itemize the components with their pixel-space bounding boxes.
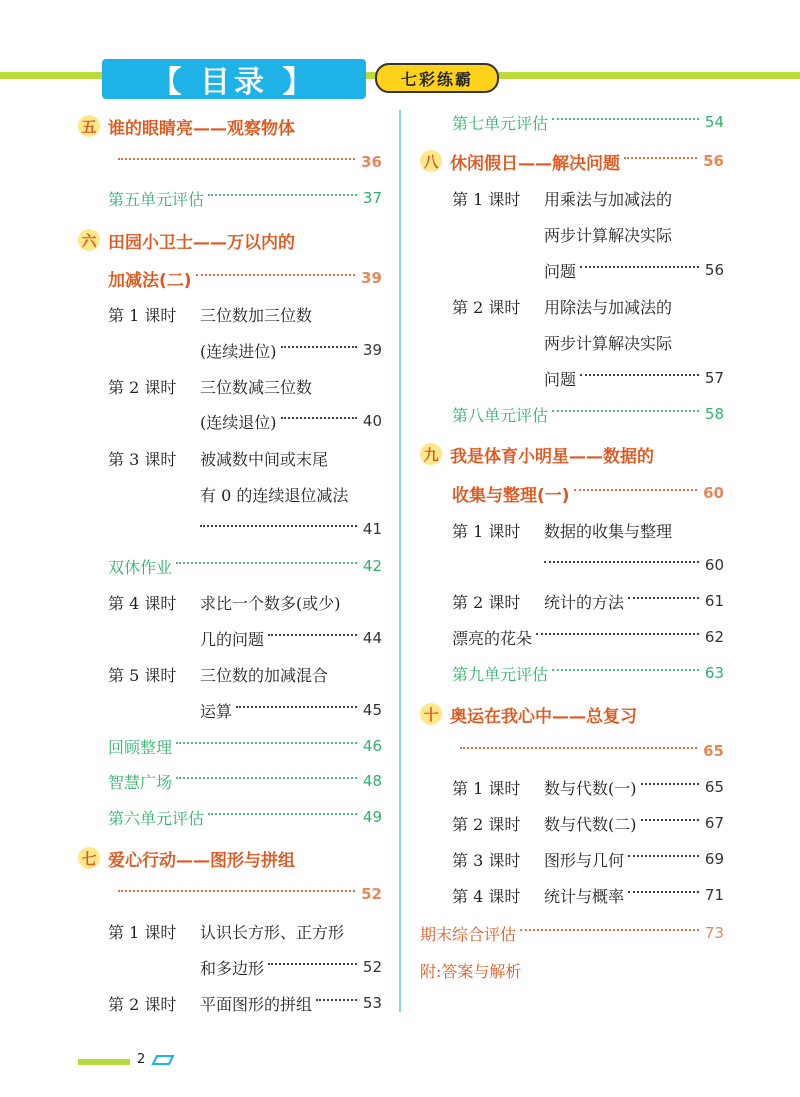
unit9-heading[interactable]: 九 我是体育小明星——数据的: [420, 440, 724, 468]
lesson10-4[interactable]: 第 4 课时 统计与概率 71: [452, 886, 724, 906]
lesson8-1-line2: 两步计算解决实际: [544, 225, 673, 245]
lesson8-2[interactable]: 第 2 课时 用除法与加减法的: [452, 297, 673, 317]
unit7-eval[interactable]: 第七单元评估 54: [452, 113, 724, 133]
lesson8-2-line3[interactable]: 问题 57: [544, 369, 724, 389]
page-number: 2: [137, 1052, 146, 1067]
lesson10-1[interactable]: 第 1 课时 数与代数(一) 65: [452, 778, 724, 798]
answers-appendix[interactable]: 附:答案与解析: [420, 961, 522, 981]
unit7-page-line[interactable]: 52: [118, 880, 382, 908]
lesson6-4[interactable]: 第 4 课时 求比一个数多(或少): [108, 593, 341, 613]
lesson6-1[interactable]: 第 1 课时 三位数加三位数: [108, 305, 313, 325]
lesson8-1-line3[interactable]: 问题 56: [544, 261, 724, 281]
lesson6-5-line2[interactable]: 运算 45: [200, 701, 382, 721]
lesson7-2[interactable]: 第 2 课时 平面图形的拼组 53: [108, 994, 382, 1014]
unit9-heading-line2[interactable]: 收集与整理(一) 60: [452, 484, 724, 506]
unit5-eval[interactable]: 第五单元评估 37: [108, 189, 382, 209]
lesson10-2[interactable]: 第 2 课时 数与代数(二) 67: [452, 814, 724, 834]
lesson6-3[interactable]: 第 3 课时 被减数中间或末尾: [108, 449, 329, 469]
lesson9-1[interactable]: 第 1 课时 数据的收集与整理: [452, 521, 673, 541]
lesson6-3-page[interactable]: 41: [200, 515, 382, 543]
lesson8-1[interactable]: 第 1 课时 用乘法与加减法的: [452, 189, 673, 209]
review[interactable]: 回顾整理 46: [108, 737, 382, 757]
column-divider: [399, 110, 401, 1012]
unit-badge: 七: [78, 847, 100, 869]
unit-badge: 九: [420, 443, 442, 465]
unit5-heading[interactable]: 五 谁的眼睛亮——观察物体: [78, 112, 378, 140]
unit7-heading[interactable]: 七 爱心行动——图形与拼组: [78, 844, 378, 872]
pretty-flowers[interactable]: 漂亮的花朵 62: [452, 628, 724, 648]
toc-title: 【 目录 】: [102, 59, 366, 99]
lesson6-1-line2[interactable]: (连续进位) 39: [200, 341, 382, 361]
footer-bar: [78, 1059, 130, 1065]
unit-badge: 五: [78, 115, 100, 137]
unit8-heading[interactable]: 八 休闲假日——解决问题 56: [420, 147, 724, 175]
weekend-homework[interactable]: 双休作业 42: [108, 557, 382, 577]
unit10-heading[interactable]: 十 奥运在我心中——总复习: [420, 700, 724, 728]
page-tab-icon: [150, 1054, 176, 1066]
lesson6-5[interactable]: 第 5 课时 三位数的加减混合: [108, 665, 329, 685]
lesson6-2-line2[interactable]: (连续退位) 40: [200, 412, 382, 432]
lesson9-1-page[interactable]: 60: [544, 551, 724, 579]
lesson8-2-line2: 两步计算解决实际: [544, 333, 673, 353]
unit8-eval[interactable]: 第八单元评估 58: [452, 405, 724, 425]
final-assessment[interactable]: 期末综合评估 73: [420, 924, 724, 944]
wisdom-square[interactable]: 智慧广场 48: [108, 772, 382, 792]
unit-badge: 八: [420, 150, 442, 172]
unit6-heading-line2[interactable]: 加减法(二) 39: [108, 269, 382, 291]
lesson6-3-line2: 有 0 的连续退位减法: [200, 485, 349, 505]
unit6-heading[interactable]: 六 田园小卫士——万以内的: [78, 226, 378, 254]
unit6-eval[interactable]: 第六单元评估 49: [108, 808, 382, 828]
unit9-eval[interactable]: 第九单元评估 63: [452, 664, 724, 684]
unit5-page-line[interactable]: 36: [118, 148, 382, 176]
lesson7-1[interactable]: 第 1 课时 认识长方形、正方形: [108, 922, 345, 942]
lesson9-2[interactable]: 第 2 课时 统计的方法 61: [452, 592, 724, 612]
lesson10-3[interactable]: 第 3 课时 图形与几何 69: [452, 850, 724, 870]
brand-badge: 七彩练霸: [375, 63, 499, 93]
unit10-page-line[interactable]: 65: [460, 737, 724, 765]
unit-badge: 六: [78, 229, 100, 251]
unit-badge: 十: [420, 703, 442, 725]
lesson6-4-line2[interactable]: 几的问题 44: [200, 629, 382, 649]
lesson7-1-line2[interactable]: 和多边形 52: [200, 958, 382, 978]
lesson6-2[interactable]: 第 2 课时 三位数减三位数: [108, 377, 313, 397]
